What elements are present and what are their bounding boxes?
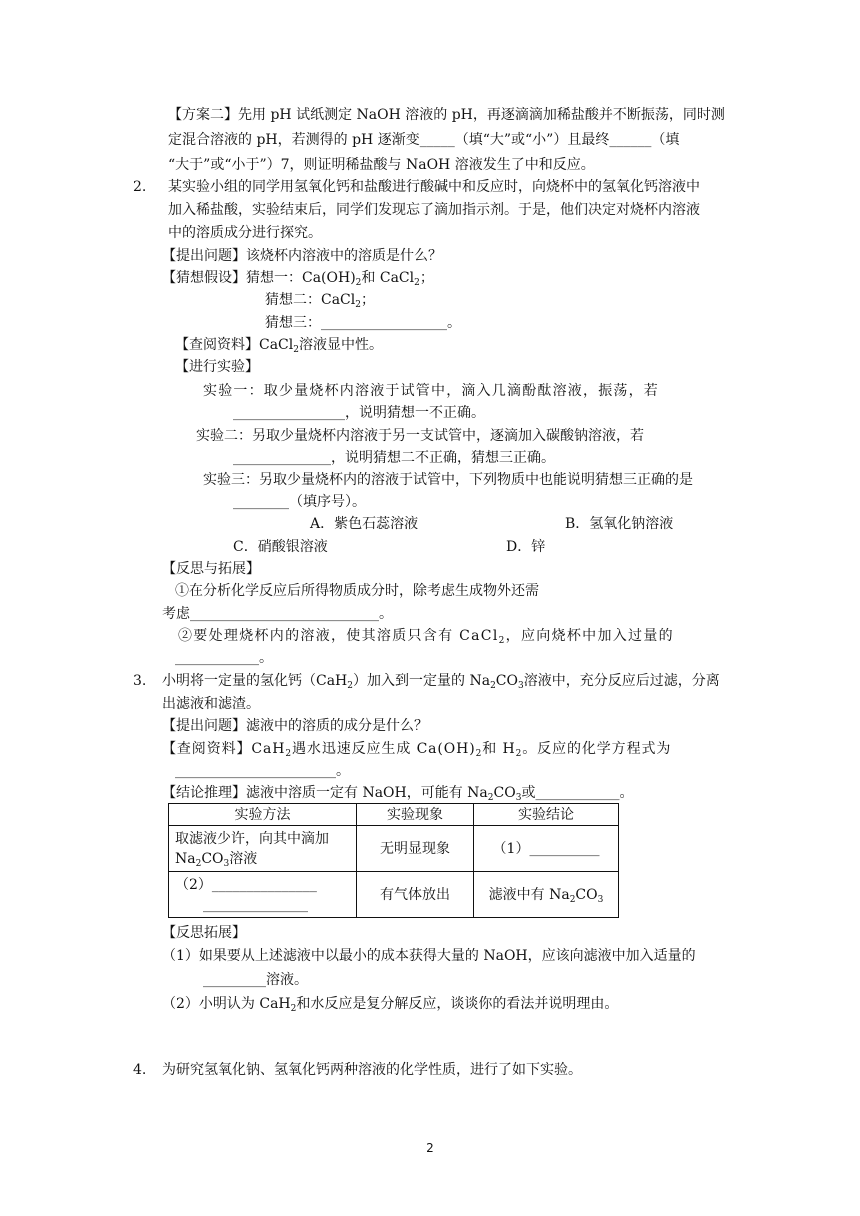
subscript: 2 bbox=[475, 749, 483, 759]
q3r2-a: （2）小明认为 CaH bbox=[162, 996, 291, 1012]
table-row bbox=[169, 872, 619, 918]
ref-text: 【查阅资料】CaCl bbox=[175, 337, 294, 353]
q3-text-a: 小明将一定量的氢化钙（CaH bbox=[162, 673, 348, 689]
semicolon: ； bbox=[419, 270, 434, 286]
subscript: 2 bbox=[498, 636, 506, 646]
r2-tail: ，应向烧杯中加入过量的 bbox=[505, 628, 674, 644]
q2-intro-l1: 某实验小组的同学用氢氧化钙和盐酸进行酸碱中和反应时，向烧杯中的氢氧化钙溶液中 bbox=[168, 179, 700, 195]
page-number: 2 bbox=[426, 1141, 434, 1155]
co-text: CO bbox=[493, 785, 516, 801]
q2-exp1-l1: 实验一：取少量烧杯内溶液于试管中，滴入几滴酚酞溶液，振荡，若 bbox=[203, 383, 659, 399]
subscript: 2 bbox=[355, 278, 362, 288]
q2-reflection-2-l2: ____________。 bbox=[175, 650, 273, 666]
question-number-4: 4. bbox=[133, 1062, 147, 1078]
row2-method-l2: _______________ bbox=[203, 896, 308, 913]
subscript: 2 bbox=[293, 345, 299, 355]
para-scheme2-l3: “大于”或“小于”）7，则证明稀盐酸与 NaOH 溶液发生了中和反应。 bbox=[168, 157, 595, 173]
q3-text-c: CO bbox=[495, 673, 518, 689]
experiment-table bbox=[168, 803, 619, 918]
co: CO bbox=[201, 850, 224, 867]
hyp2-text: 猜想二：CaCl bbox=[265, 292, 356, 308]
hyp1-text: 【猜想假设】猜想一：Ca(OH) bbox=[162, 270, 356, 286]
q2-reflection-2-l1 bbox=[178, 626, 674, 646]
row1-method-l1: 取滤液少许，向其中滴加 bbox=[175, 830, 329, 847]
row2-conclusion-text: 滤液中有 Na bbox=[488, 886, 570, 903]
q2-exp1-l2: ________________，说明猜想一不正确。 bbox=[233, 405, 485, 421]
q3-text-d: 溶液中，充分反应后过滤，分离 bbox=[523, 673, 720, 689]
q3-reflection-1-l1: （1）如果要从上述滤液中以最小的成本获得大量的 NaOH，应该向滤液中加入适量的 bbox=[162, 948, 696, 964]
row2-method-l1: （2）_______________ bbox=[175, 876, 317, 893]
q3-intro-l1 bbox=[162, 671, 720, 691]
q3-question: 【提出问题】滤液中的溶质的成分是什么？ bbox=[162, 718, 428, 734]
row2-conclusion bbox=[474, 872, 619, 918]
co: CO bbox=[575, 886, 598, 903]
subscript: 2 bbox=[490, 681, 496, 691]
subscript: 3 bbox=[597, 894, 604, 905]
row2-phenomenon: 有气体放出 bbox=[357, 872, 474, 918]
subscript: 2 bbox=[414, 278, 420, 288]
q3-intro-l2: 出滤液和滤渣。 bbox=[162, 696, 260, 712]
subscript: 2 bbox=[285, 749, 293, 759]
na2: Na bbox=[175, 850, 196, 867]
r2-text: ②要处理烧杯内的溶液，使其溶质只含有 CaCl bbox=[178, 628, 499, 644]
q2-exp3-l1: 实验三：另取少量烧杯内的溶液于试管中，下列物质中也能说明猜想三正确的是 bbox=[203, 472, 693, 488]
subscript: 3 bbox=[515, 793, 522, 803]
q4-intro: 为研究氢氧化钠、氢氧化钙两种溶液的化学性质，进行了如下实验。 bbox=[162, 1062, 582, 1078]
q2-reflection-heading: 【反思与拓展】 bbox=[162, 561, 260, 577]
row1-method bbox=[169, 826, 357, 872]
semicolon: ； bbox=[360, 292, 375, 308]
q3-conclusion bbox=[162, 783, 633, 803]
row1-conclusion: （1）__________ bbox=[474, 826, 619, 872]
q3-reference-l1 bbox=[162, 739, 671, 759]
subscript: 2 bbox=[569, 894, 576, 905]
hyp1-tail: 和 CaCl bbox=[361, 270, 415, 286]
q2-reflection-1-l2: 考虑___________________________。 bbox=[162, 606, 393, 622]
header-method: 实验方法 bbox=[169, 804, 357, 826]
q3ref-b: 遇水迅速反应生成 Ca(OH) bbox=[292, 741, 476, 757]
q2-question: 【提出问题】该烧杯内溶液中的溶质是什么？ bbox=[162, 248, 442, 264]
subscript: 2 bbox=[290, 1004, 297, 1014]
q3-reflection-heading: 【反思拓展】 bbox=[162, 925, 246, 941]
row1-phenomenon: 无明显现象 bbox=[357, 826, 474, 872]
q3-text-b: ）加入到一定量的 Na bbox=[353, 673, 491, 689]
question-number-3: 3. bbox=[133, 673, 147, 689]
q2-hypothesis-2 bbox=[265, 290, 375, 310]
option-a: A．紫色石蕊溶液 bbox=[310, 516, 419, 532]
q3ref-a: 【查阅资料】CaH bbox=[162, 741, 286, 757]
ref-tail: 溶液显中性。 bbox=[298, 337, 383, 353]
question-number-2: 2. bbox=[133, 179, 147, 195]
option-c: C．硝酸银溶液 bbox=[233, 539, 328, 555]
q2-exp3-l2: ________（填序号）。 bbox=[233, 494, 366, 510]
q3r2-b: 和水反应是复分解反应，谈谈你的看法并说明理由。 bbox=[296, 996, 619, 1012]
subscript: 2 bbox=[487, 793, 494, 803]
subscript: 2 bbox=[195, 858, 202, 869]
table-row bbox=[169, 826, 619, 872]
para-scheme2-l1: 【方案二】先用 pH 试纸测定 NaOH 溶液的 pH，再逐滴滴加稀盐酸并不断振荡，同时测 bbox=[168, 107, 725, 123]
option-d: D．锌 bbox=[506, 539, 546, 555]
row1-method-tail: 溶液 bbox=[229, 850, 258, 867]
q3ref-d: 。反应的化学方程式为 bbox=[522, 741, 672, 757]
q2-experiment-heading: 【进行实验】 bbox=[175, 359, 259, 375]
q2-hypothesis-1 bbox=[162, 268, 434, 288]
q3-reference-l2: _______________________。 bbox=[175, 763, 350, 779]
q2-intro-l3: 中的溶质成分进行探究。 bbox=[168, 225, 322, 241]
q3-reflection-2 bbox=[162, 994, 618, 1014]
q3ref-c: 和 H bbox=[482, 741, 516, 757]
subscript: 2 bbox=[355, 300, 361, 310]
q3c-a: 【结论推理】滤液中溶质一定有 NaOH，可能有 Na bbox=[162, 785, 488, 801]
q2-intro-l2: 加入稀盐酸，实验结束后，同学们发现忘了滴加指示剂。于是，他们决定对烧杯内溶液 bbox=[168, 202, 700, 218]
header-conclusion: 实验结论 bbox=[474, 804, 619, 826]
q3-reflection-1-l2: _________溶液。 bbox=[203, 972, 308, 988]
q2-hypothesis-3: 猜想三：__________________。 bbox=[265, 315, 461, 331]
option-b: B．氢氧化钠溶液 bbox=[565, 516, 674, 532]
q2-reflection-1-l1: ①在分析化学反应后所得物质成分时，除考虑生成物外还需 bbox=[175, 583, 539, 599]
para-scheme2-l2: 定混合溶液的 pH，若测得的 pH 逐渐变_____（填“大”或“小”）且最终______（填 bbox=[168, 132, 680, 148]
subscript: 3 bbox=[518, 681, 524, 691]
header-phenomenon: 实验现象 bbox=[357, 804, 474, 826]
table-header-row bbox=[169, 804, 619, 826]
subscript: 2 bbox=[347, 681, 354, 691]
subscript: 2 bbox=[515, 749, 523, 759]
q2-exp2-l1: 实验二：另取少量烧杯内溶液于另一支试管中，逐滴加入碳酸钠溶液，若 bbox=[196, 428, 644, 444]
row2-method bbox=[169, 872, 357, 918]
q2-exp2-l2: ______________，说明猜想二不正确，猜想三正确。 bbox=[233, 450, 555, 466]
q2-reference bbox=[175, 335, 383, 355]
subscript: 3 bbox=[223, 858, 230, 869]
q3c-b: 或____________。 bbox=[521, 785, 634, 801]
row1-method-l2 bbox=[175, 849, 350, 869]
